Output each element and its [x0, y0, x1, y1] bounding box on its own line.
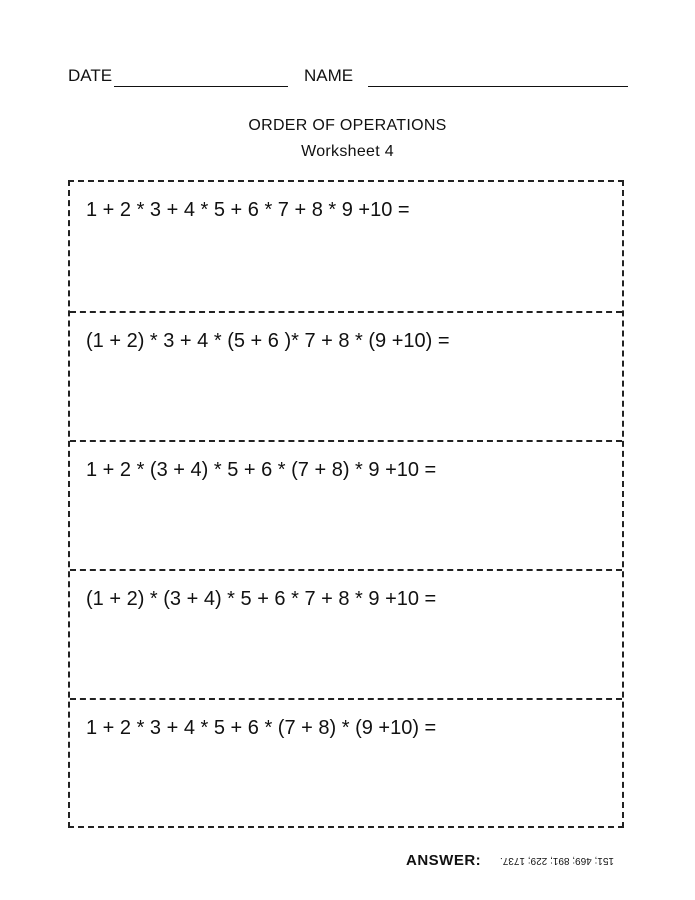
- answer-values: 151; 469; 891; 229; 1737.: [500, 855, 614, 866]
- problem-text: (1 + 2) * (3 + 4) * 5 + 6 * 7 + 8 * 9 +10 =: [86, 588, 437, 610]
- problem-cell[interactable]: [70, 698, 622, 828]
- problem-text: (1 + 2) * 3 + 4 * (5 + 6 )* 7 + 8 * (9 +10) =: [86, 330, 450, 352]
- page-title: ORDER OF OPERATIONS: [248, 117, 447, 134]
- name-field[interactable]: [368, 86, 628, 87]
- problem-text: 1 + 2 * 3 + 4 * 5 + 6 * (7 + 8) * (9 +10) =: [86, 717, 437, 739]
- problem-text: 1 + 2 * 3 + 4 * 5 + 6 * 7 + 8 * 9 +10 =: [86, 199, 410, 221]
- problems-box: [68, 180, 624, 828]
- header-row: [68, 66, 628, 90]
- problem-cell[interactable]: [70, 182, 622, 312]
- date-label: DATE: [68, 66, 113, 85]
- answer-label: ANSWER:: [406, 852, 482, 869]
- date-field[interactable]: [114, 86, 288, 87]
- problem-cell[interactable]: [70, 440, 622, 570]
- page-subtitle: Worksheet 4: [301, 143, 394, 160]
- problem-cell[interactable]: [70, 311, 622, 441]
- problem-cell[interactable]: [70, 569, 622, 699]
- problem-text: 1 + 2 * (3 + 4) * 5 + 6 * (7 + 8) * 9 +10 =: [86, 459, 437, 481]
- name-label: NAME: [304, 66, 354, 85]
